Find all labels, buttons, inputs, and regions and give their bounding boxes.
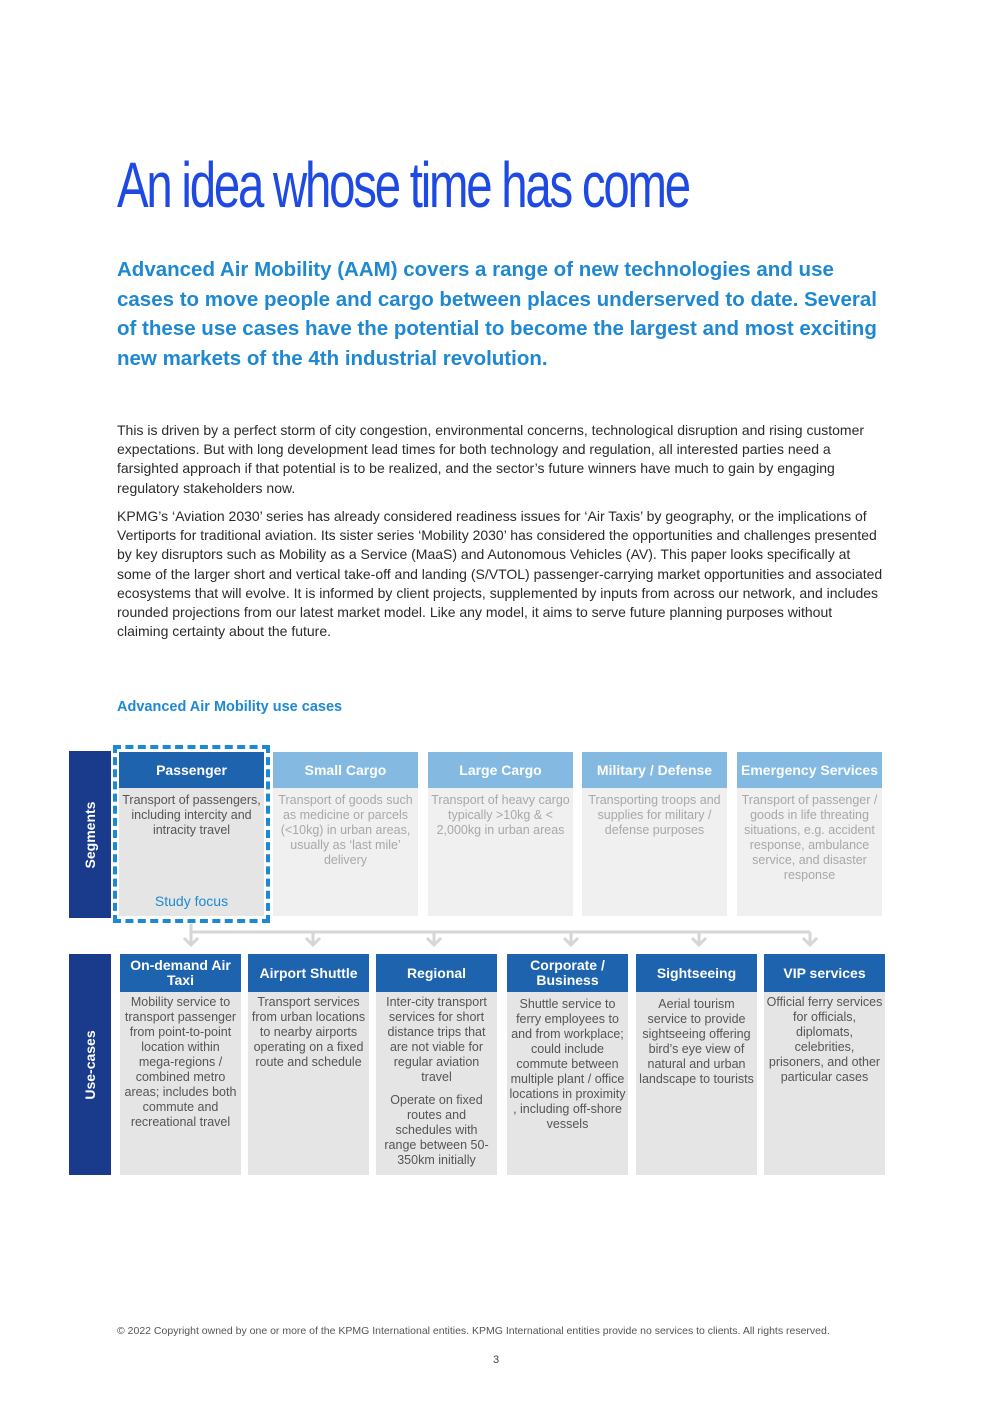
usecase-desc-text: Aerial tourism service to provide sightseeing offering bird’s eye view of natural and urban landscape to tourists (639, 997, 754, 1086)
usecase-header-corporate: Corporate / Business (507, 954, 628, 992)
usecase-desc-sightseeing (636, 992, 757, 1175)
copyright-footer: © 2022 Copyright owned by one or more of the KPMG International entities. KPMG International entities provide no services to clients. All rights reserved. (117, 1325, 830, 1337)
segment-header-large-cargo: Large Cargo (428, 752, 573, 788)
segment-desc-military: Transporting troops and supplies for military / defense purposes (582, 788, 727, 916)
segment-desc-emergency: Transport of passenger / goods in life threating situations, e.g. accident response, ambulance service, and disaster response (737, 788, 882, 916)
usecase-desc-vip (764, 992, 885, 1175)
segment-header-passenger: Passenger (119, 752, 264, 788)
page-title: An idea whose time has come (117, 149, 689, 221)
segment-desc-small-cargo: Transport of goods such as medicine or parcels (<10kg) in urban areas, usually as ‘last mile’ delivery (273, 788, 418, 916)
segments-label: Segments (82, 801, 98, 868)
usecase-desc-text: Shuttle service to ferry employees to and from workplace; could include commute between multiple plant / office locations in proximity , including off-shore vessels (509, 997, 626, 1131)
lead-paragraph: Advanced Air Mobility (AAM) covers a range of new technologies and use cases to move people and cargo between places underserved to date. Several of these use cases have the potential to become the largest and most exciting new markets of the 4th industrial revolution. (117, 258, 877, 370)
usecase-desc-text: Inter-city transport services for short distance trips that are not viable for regular aviation travel (386, 995, 487, 1084)
page-number: 3 (492, 1354, 500, 1366)
usecase-desc-text-2: Operate on fixed routes and schedules with range between 50-350km initially (384, 1093, 489, 1167)
usecase-desc-air-taxi (120, 992, 241, 1175)
segment-header-small-cargo: Small Cargo (273, 752, 418, 788)
usecase-header-sightseeing: Sightseeing (636, 954, 757, 992)
study-focus-label: Study focus (154, 893, 229, 909)
usecase-header-air-taxi: On-demand Air Taxi (120, 954, 241, 992)
body-paragraph: This is driven by a perfect storm of city congestion, environmental concerns, technological disruption and rising customer expectations. But with long development lead times for both technology and regulation, all interested parties need a farsighted approach if that potential is to be realized, and the sector’s future winners have much to gain by engaging regulatory stakeholders now. (117, 422, 865, 496)
usecase-desc-text: Mobility service to transport passenger from point-to-point location within mega-regions / combined metro areas; includes both commute and recreational travel (124, 995, 237, 1129)
usecase-desc-airport-shuttle (248, 992, 369, 1175)
segment-desc-large-cargo: Transport of heavy cargo typically >10kg & < 2,000kg in urban areas (428, 788, 573, 916)
usecase-header-vip: VIP services (764, 954, 885, 992)
usecase-desc-text: Official ferry services for officials, diplomats, celebrities, prisoners, and other particular cases (766, 995, 883, 1084)
usecase-header-airport-shuttle: Airport Shuttle (248, 954, 369, 992)
usecase-desc-corporate (507, 992, 628, 1175)
segment-desc-text: Transport of passengers, including intercity and intracity travel (122, 793, 261, 837)
segment-header-emergency: Emergency Services (737, 752, 882, 788)
usecase-desc-text: Transport services from urban locations to nearby airports operating on a fixed route and schedule (251, 995, 366, 1069)
segment-header-military: Military / Defense (582, 752, 727, 788)
usecase-header-regional: Regional (376, 954, 497, 992)
usecases-label: Use-cases (82, 1029, 98, 1100)
body-paragraph: KPMG’s ‘Aviation 2030’ series has already considered readiness issues for ‘Air Taxis’ by geography, or the implications of Vertiports for traditional aviation. Its sister series ‘Mobility 2030’ has considered the opportunities and challenges presented by key disruptors such as Mobility as a Service (MaaS) and Autonomous Vehicles (AV). This paper looks specifically at some of the larger short and vertical take-off and landing (S/VTOL) passenger-carrying market opportunities and associated ecosystems that will evolve. It is informed by client projects, supplemented by inputs from across our network, and includes rounded projections from our latest market model. Like any model, it aims to serve future planning purposes without claiming certainty about the future. (117, 508, 883, 640)
diagram-title: Advanced Air Mobility use cases (117, 699, 343, 715)
usecase-desc-regional (376, 992, 497, 1175)
